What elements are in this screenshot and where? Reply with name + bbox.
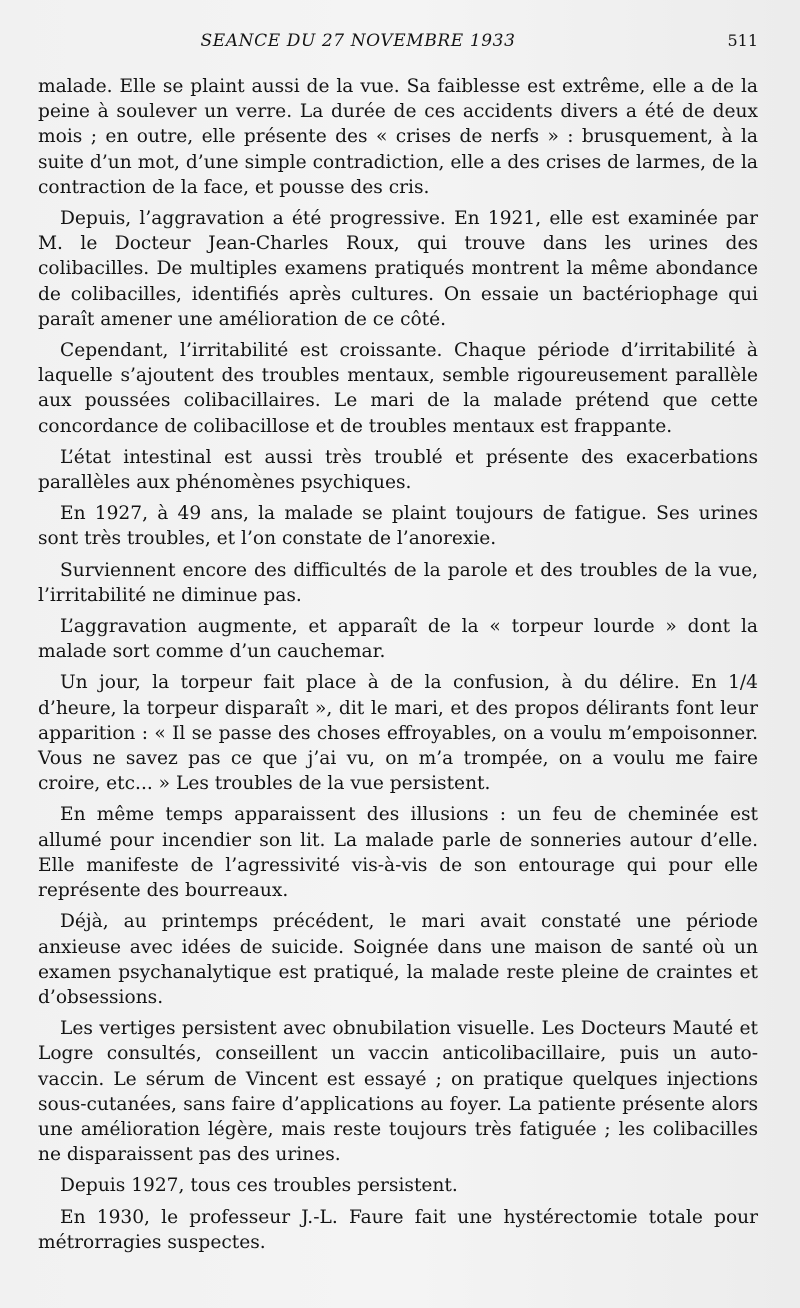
paragraph-4: L’état intestinal est aussi très troublé et présente des exacerbations parallèles aux phénomènes psychiques. [38, 446, 758, 494]
paragraph-6: Surviennent encore des difficultés de la parole et des troubles de la vue, l’irritabilité ne diminue pas. [38, 559, 758, 606]
paragraph-1: malade. Elle se plaint aussi de la vue. Sa faiblesse est extrême, elle a de la peine à soulever un verre. La durée de ces accidents divers a été de deux mois ; en outre, elle présente des « crises de nerfs » : brusquement, à la suite d’un mot, d’une simple contradiction, elle a des crises de larmes, de la contraction de la face, et pousse des cris. [38, 76, 758, 198]
running-title: SEANCE DU 27 NOVEMBRE 1933 [200, 31, 516, 51]
paragraph-10: Déjà, au printemps précédent, le mari avait constaté une période anxieuse avec idées de suicide. Soignée dans une maison de santé où un examen psychanalytique est pratiqué, la malade reste pleine de craintes et d’obsessions. [38, 911, 758, 1008]
paragraph-9: En même temps apparaissent des illusions : un feu de cheminée est allumé pour incendier son lit. La malade parle de sonneries autour d’elle. Elle manifeste de l’agressivité vis-à-vis de son entourage qui pour elle représente des bourreaux. [38, 804, 758, 902]
paragraph-13: En 1930, le professeur J.-L. Faure fait une hystérectomie totale pour métrorragies suspectes. [38, 1206, 758, 1253]
paragraph-11: Les vertiges persistent avec obnubilation visuelle. Les Docteurs Mauté et Logre consultés, conseillent un vaccin anticolibacillaire, puis un auto-vaccin. Le sérum de Vincent est essayé ; on pratique quelques injections sous-cutanées, sans faire d’applications au foyer. La patiente présente alors une amélioration légère, mais reste toujours très fatiguée ; les colibacilles ne disparaissent pas des urines. [38, 1018, 758, 1166]
page-number: 511 [727, 31, 758, 50]
paragraph-7: L’aggravation augmente, et apparaît de la « torpeur lourde » dont la malade sort comme d’un cauchemar. [38, 616, 758, 663]
paragraph-3: Cependant, l’irritabilité est croissante. Chaque période d’irritabilité à laquelle s’ajoutent des troubles mentaux, semble rigoureusement parallèle aux poussées colibacillaires. Le mari de la malade prétend que cette concordance de colibacillose et de troubles mentaux est frappante. [38, 340, 758, 437]
body-text [38, 74, 758, 1261]
paragraph-5: En 1927, à 49 ans, la malade se plaint toujours de fatigue. Ses urines sont très troubles, et l’on constate de l’anorexie. [38, 503, 758, 550]
paragraph-12: Depuis 1927, tous ces troubles persistent. [60, 1175, 458, 1197]
paragraph-8: Un jour, la torpeur fait place à de la confusion, à du délire. En 1/4 d’heure, la torpeur disparaît », dit le mari, et des propos délirants font leur apparition : « Il se passe des choses effroyables, on a voulu m’empoisonner. Vous ne savez pas ce que j’ai vu, on m’a trompée, on a voulu me faire croire, etc... » Les troubles de la vue persistent. [38, 672, 758, 795]
paragraph-2: Depuis, l’aggravation a été progressive. En 1921, elle est examinée par M. le Docteur Jean-Charles Roux, qui trouve dans les urines des colibacilles. De multiples examens pratiqués montrent la même abondance de colibacilles, identifiés après cultures. On essaie un bactériophage qui paraît amener une amélioration de ce côté. [38, 208, 758, 330]
running-head [38, 31, 758, 57]
